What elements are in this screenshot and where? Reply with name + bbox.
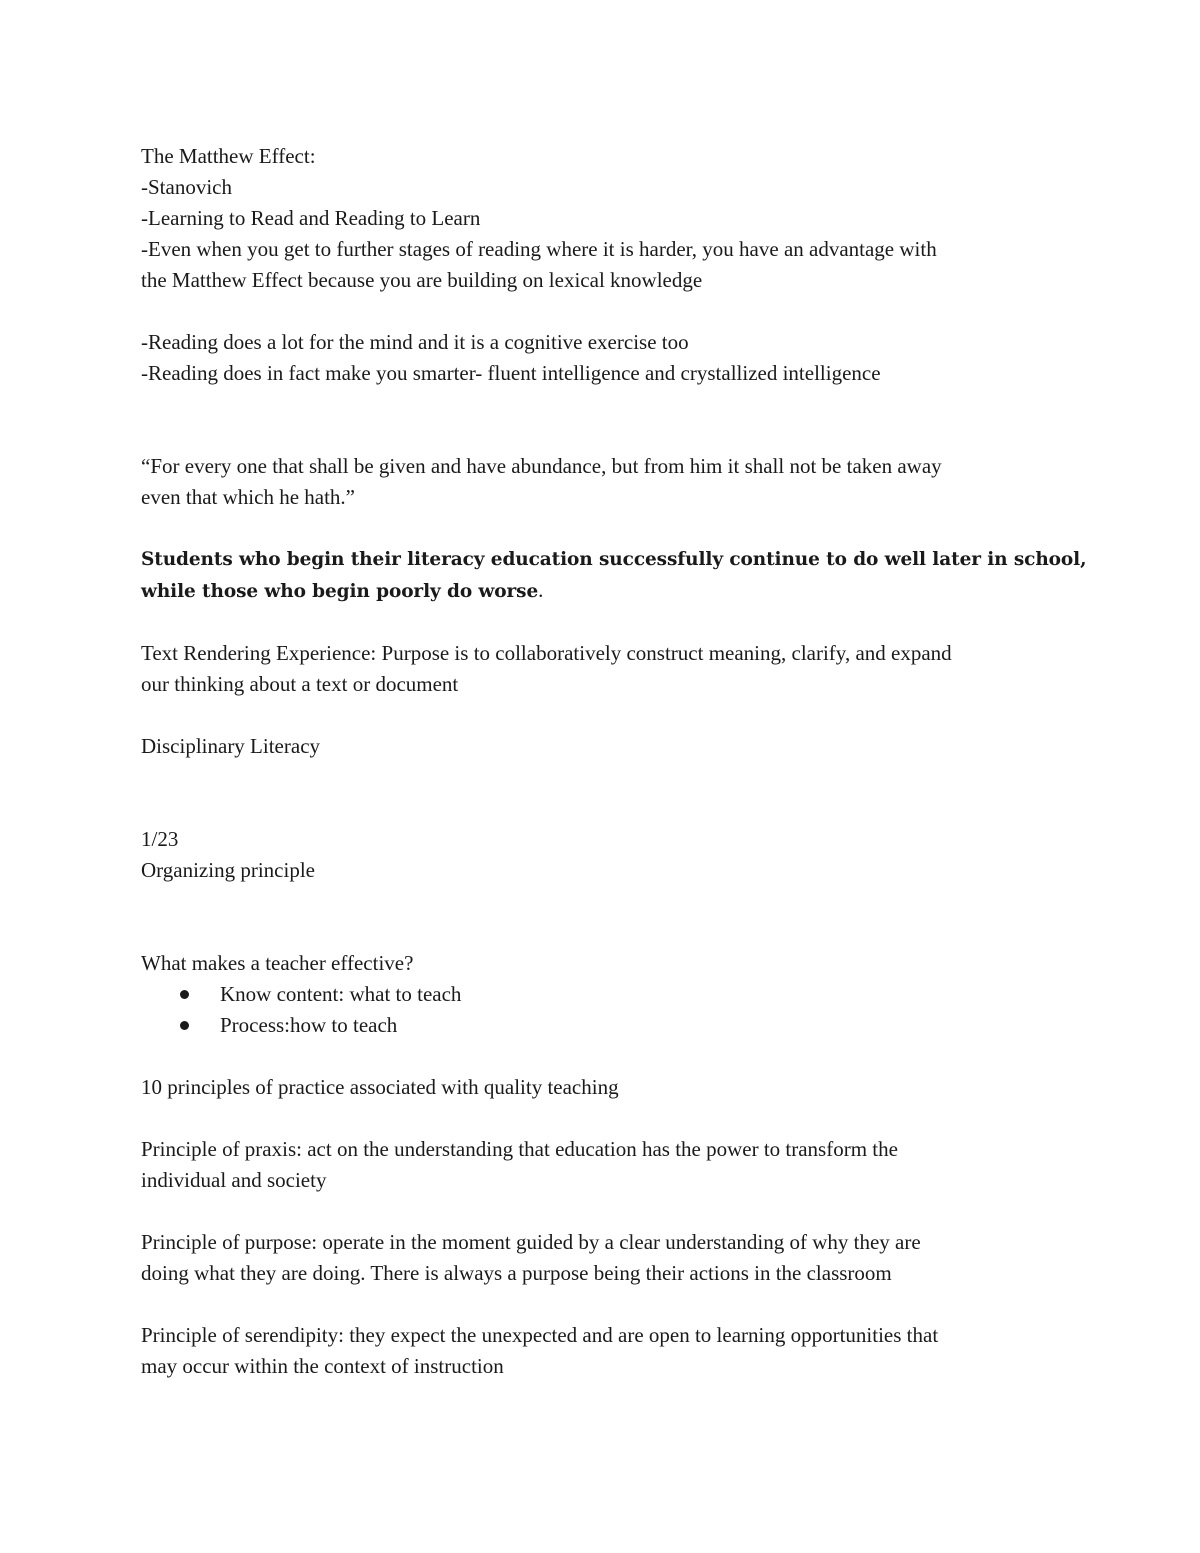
bold-statement: Students who begin their literacy education successfully continue to do well later in school, bbox=[141, 549, 1087, 570]
list-item-text: Process:how to teach bbox=[220, 1013, 398, 1037]
blank-line bbox=[141, 1196, 1061, 1227]
bullet-icon bbox=[180, 1021, 189, 1030]
note-line: Text Rendering Experience: Purpose is to collaboratively construct meaning, clarify, and expand bbox=[141, 641, 952, 665]
bullet-list bbox=[141, 979, 1061, 1041]
note-line: Principle of praxis: act on the understanding that education has the power to transform the bbox=[141, 1137, 898, 1161]
note-line: may occur within the context of instruction bbox=[141, 1354, 504, 1378]
note-line: 10 principles of practice associated with quality teaching bbox=[141, 1075, 619, 1099]
note-line: -Even when you get to further stages of reading where it is harder, you have an advantage with bbox=[141, 237, 937, 261]
bold-statement: while those who begin poorly do worse bbox=[141, 581, 539, 602]
question-line: What makes a teacher effective? bbox=[141, 951, 414, 975]
list-item bbox=[171, 979, 1061, 1010]
section-heading: The Matthew Effect: bbox=[141, 144, 316, 168]
bold-statement-period: . bbox=[538, 578, 544, 602]
note-line: Principle of serendipity: they expect the unexpected and are open to learning opportunities that bbox=[141, 1323, 939, 1347]
note-line: the Matthew Effect because you are building on lexical knowledge bbox=[141, 268, 703, 292]
quote-line: even that which he hath.” bbox=[141, 485, 355, 509]
quote-line: “For every one that shall be given and have abundance, but from him it shall not be taken away bbox=[141, 454, 942, 478]
blank-line bbox=[141, 1041, 1061, 1072]
note-line: Disciplinary Literacy bbox=[141, 734, 321, 758]
blank-line bbox=[141, 607, 1061, 638]
blank-line bbox=[141, 1289, 1061, 1320]
note-line: Organizing principle bbox=[141, 858, 315, 882]
note-line: -Learning to Read and Reading to Learn bbox=[141, 206, 481, 230]
blank-line bbox=[141, 1103, 1061, 1134]
date-line: 1/23 bbox=[141, 827, 179, 851]
note-line: individual and society bbox=[141, 1168, 327, 1192]
note-line: -Reading does in fact make you smarter- fluent intelligence and crystallized intelligence bbox=[141, 361, 881, 385]
note-line: -Stanovich bbox=[141, 175, 232, 199]
blank-line bbox=[141, 762, 1061, 824]
blank-line bbox=[141, 296, 1061, 327]
note-line: our thinking about a text or document bbox=[141, 672, 459, 696]
bullet-icon bbox=[180, 990, 189, 999]
blank-line bbox=[141, 513, 1061, 544]
document-body bbox=[141, 141, 1087, 1382]
list-item-text: Know content: what to teach bbox=[220, 982, 462, 1006]
bold-statement-line bbox=[141, 575, 1061, 607]
blank-line bbox=[141, 389, 1061, 451]
blank-line bbox=[141, 886, 1061, 948]
note-line: -Reading does a lot for the mind and it is a cognitive exercise too bbox=[141, 330, 689, 354]
note-line: doing what they are doing. There is always a purpose being their actions in the classroom bbox=[141, 1261, 892, 1285]
list-item bbox=[171, 1010, 1061, 1041]
blank-line bbox=[141, 700, 1061, 731]
note-line: Principle of purpose: operate in the moment guided by a clear understanding of why they are bbox=[141, 1230, 921, 1254]
